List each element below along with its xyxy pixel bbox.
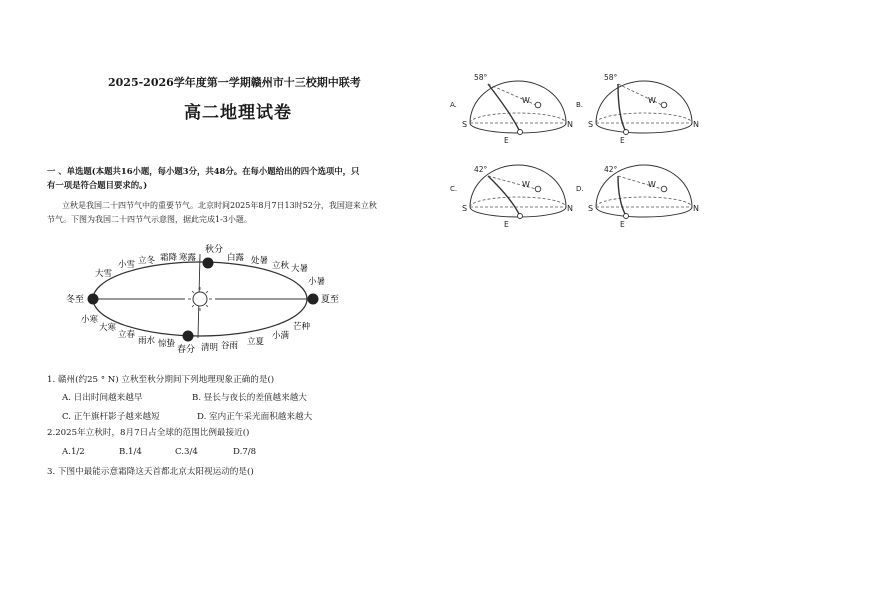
solar-terms-diagram xyxy=(55,238,355,363)
term-xiaoxue: 小雪 xyxy=(118,260,136,270)
term-hanlu: 寒露 xyxy=(179,253,197,263)
hemisphere-label: A. xyxy=(450,101,457,109)
q2-option-b: B.1/4 xyxy=(119,447,142,457)
term-bailu: 白露 xyxy=(227,253,245,263)
direction-w: W xyxy=(522,180,530,189)
intro-line1: 立秋是我国二十四节气中的重要节气。北京时间2025年8月7日13时52分，我国迎来立秋 xyxy=(62,201,377,210)
exam-header: 2025-2026学年度第一学期赣州市十三校期中联考 xyxy=(108,76,361,89)
earth-autumn-equinox xyxy=(203,258,214,269)
label-summer-solstice: 夏至 xyxy=(321,295,340,305)
sun-altitude-label: 42° xyxy=(474,165,488,174)
sun-altitude-label: 42° xyxy=(604,165,618,174)
earth-spring-equinox xyxy=(183,331,194,342)
direction-w: W xyxy=(522,96,530,105)
term-yushui: 雨水 xyxy=(138,336,156,346)
term-xiaoman: 小满 xyxy=(272,331,290,341)
term-daxue: 大雪 xyxy=(95,269,113,279)
direction-e: E xyxy=(620,220,625,229)
direction-n: N xyxy=(693,204,699,213)
term-liqiu: 立秋 xyxy=(272,261,290,271)
direction-n: N xyxy=(567,204,573,213)
q1-option-a: A. 日出时间越来越早 xyxy=(62,393,143,403)
term-jingzhe: 惊蛰 xyxy=(158,339,176,349)
label-spring-equinox: 春分 xyxy=(177,345,196,355)
direction-e: E xyxy=(620,136,625,145)
direction-s: S xyxy=(462,120,468,129)
direction-s: S xyxy=(588,204,594,213)
term-guyu: 谷雨 xyxy=(221,341,239,351)
q1-stem: 1. 赣州(约25 ° N) 立秋至秋分期间下列地理现象正确的是() xyxy=(47,375,275,385)
direction-n: N xyxy=(567,120,573,129)
q1-option-b: B. 昼长与夜长的差值越来越大 xyxy=(192,393,307,403)
term-dahan: 大寒 xyxy=(99,323,117,333)
term-lixia: 立夏 xyxy=(247,337,265,347)
direction-s: S xyxy=(588,120,594,129)
term-xiaoshu: 小暑 xyxy=(308,277,326,287)
term-chushu: 处暑 xyxy=(251,256,269,266)
section-heading-line1: 一 、单选题(本题共16小题，每小题3分，共48分。在每小题给出的四个选项中，只 xyxy=(47,166,360,176)
term-xiaohan: 小寒 xyxy=(81,315,99,325)
exam-title: 高二地理试卷 xyxy=(184,103,292,123)
intro-line2: 节气。下图为我国二十四节气示意图，据此完成1-3小题。 xyxy=(47,215,252,224)
q2-option-c: C.3/4 xyxy=(175,447,198,457)
hemisphere-label: C. xyxy=(450,185,458,193)
section-heading-line2: 有一项是符合题目要求的。) xyxy=(47,180,148,190)
q2-option-a: A.1/2 xyxy=(62,447,85,457)
sun-altitude-label: 58° xyxy=(474,73,488,82)
term-qingming: 清明 xyxy=(201,343,219,353)
hemisphere-option-b xyxy=(576,72,706,147)
direction-w: W xyxy=(648,180,656,189)
earth-summer-solstice xyxy=(308,294,319,305)
label-autumn-equinox: 秋分 xyxy=(205,245,224,255)
hemisphere-label: D. xyxy=(576,185,584,193)
direction-e: E xyxy=(504,220,509,229)
q2-option-d: D.7/8 xyxy=(233,447,257,457)
direction-e: E xyxy=(504,136,509,145)
direction-n: N xyxy=(693,120,699,129)
q1-option-d: D. 室内正午采光面积越来越大 xyxy=(197,412,313,422)
q2-stem: 2.2025年立秋时，8月7日占全球的范围比例最接近() xyxy=(47,428,250,438)
hemisphere-option-d xyxy=(576,156,706,231)
hemisphere-label: B. xyxy=(576,101,584,109)
q1-option-c: C. 正午旗杆影子越来越短 xyxy=(62,412,160,422)
direction-s: S xyxy=(462,204,468,213)
direction-w: W xyxy=(648,96,656,105)
sun-icon xyxy=(188,287,212,311)
hemisphere-option-a xyxy=(450,72,580,147)
term-dashu: 大暑 xyxy=(291,264,309,274)
earth-winter-solstice xyxy=(88,294,99,305)
term-mangzhong: 芒种 xyxy=(293,322,311,332)
term-lichun: 立春 xyxy=(118,330,136,340)
q3-stem: 3. 下图中最能示意霜降这天首都北京太阳视运动的是() xyxy=(47,467,254,477)
label-winter-solstice: 冬至 xyxy=(66,295,85,305)
term-lidong: 立冬 xyxy=(138,256,156,266)
sun-altitude-label: 58° xyxy=(604,73,618,82)
hemisphere-option-c xyxy=(450,156,580,231)
term-shuangjiang: 霜降 xyxy=(160,253,178,263)
